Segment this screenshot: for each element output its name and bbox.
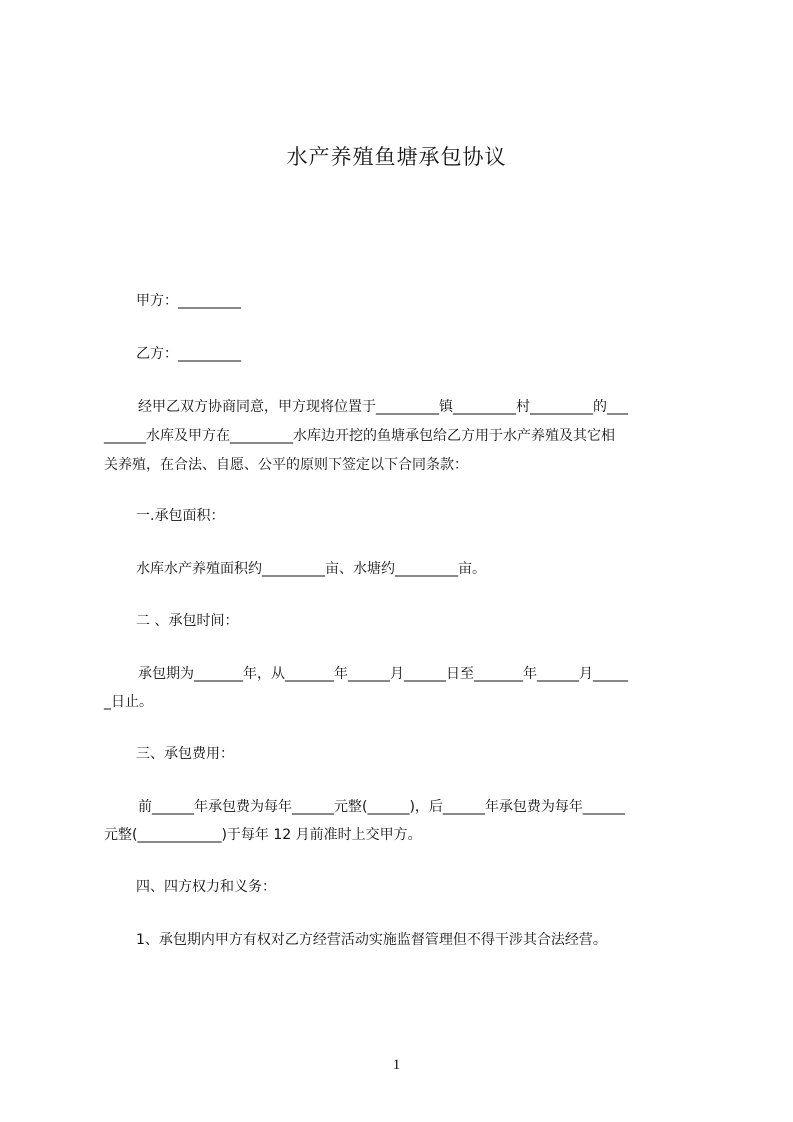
page-number: 1	[392, 1057, 401, 1073]
intro-line-3: 关养殖，在合法、自愿、公平的原则下签定以下合同条款：	[104, 457, 468, 473]
section-2-line-1: 承包期为_______年，从_______年______月______日至_______年______月_____	[138, 666, 628, 682]
document-title: 水产养殖鱼塘承包协议	[286, 145, 507, 169]
section-1-heading: 一.承包面积：	[136, 508, 225, 524]
party-b-line: 乙方：_________	[136, 346, 241, 362]
section-3-heading: 三、承包费用：	[136, 746, 234, 762]
section-3-line-2: 元整(____________)于每年 12 月前准时上交甲方。	[104, 827, 422, 843]
section-4-item-1: 1、承包期内甲方有权对乙方经营活动实施监督管理但不得干涉其合法经营。	[136, 932, 607, 948]
section-1-body: 水库水产养殖面积约_________亩、水塘约_________亩。	[136, 561, 486, 577]
intro-line-2: ______水库及甲方在_________水库边开挖的鱼塘承包给乙方用于水产养殖及其它相	[104, 428, 615, 444]
party-a-line: 甲方：_________	[136, 293, 241, 309]
section-2-line-2: _日止。	[104, 694, 153, 710]
intro-line-1: 经甲乙双方协商同意，甲方现将位置于_________镇_________村_________的___	[138, 399, 628, 415]
section-3-line-1: 前______年承包费为每年______元整(______)，后______年承包费为每年______	[138, 799, 625, 815]
section-4-heading: 四、四方权力和义务：	[136, 879, 276, 895]
section-2-heading: 二 、承包时间：	[136, 613, 239, 629]
